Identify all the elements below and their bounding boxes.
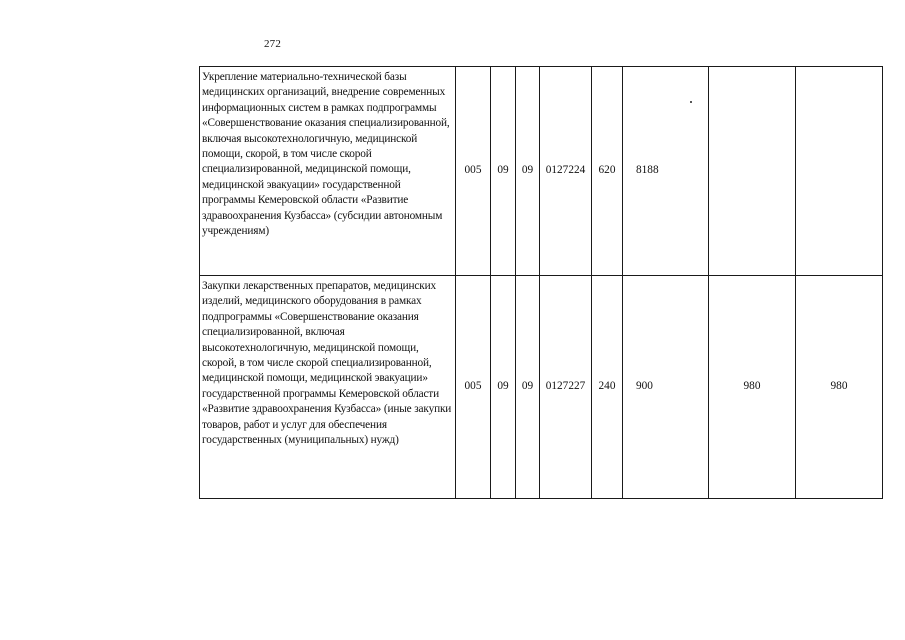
row-description: Укрепление материально-технической базы медицинских организаций, внедрение современных информационных систем в рамках подпрограммы «Совершенствование оказания специализированной, включая высокотехнологичную, медицинской помощи, скорой, в том числе скорой специализированной, медицинской помощи, медицинской эвакуации» государственной программы Кемеровской области «Развитие здравоохранения Кузбасса» (субсидии автономным учреждениям) <box>200 67 456 276</box>
ministry-code: 005 <box>456 276 491 499</box>
subsection-code: 09 <box>516 67 540 276</box>
page-number <box>0 38 905 50</box>
amount-year-3: 980 <box>796 276 883 499</box>
section-code: 09 <box>491 276 516 499</box>
amount-year-2: 980 <box>709 276 796 499</box>
expense-type-code: 620 <box>592 67 623 276</box>
budget-table <box>199 66 883 499</box>
amount-year-1: 8188 <box>623 67 709 276</box>
ministry-code: 005 <box>456 67 491 276</box>
subsection-code: 09 <box>516 276 540 499</box>
target-article-code: 0127224 <box>540 67 592 276</box>
table-row <box>200 276 883 499</box>
amount-year-2 <box>709 67 796 276</box>
section-code: 09 <box>491 67 516 276</box>
amount-year-1: 900 <box>623 276 709 499</box>
amount-year-3 <box>796 67 883 276</box>
table-row <box>200 67 883 276</box>
expense-type-code: 240 <box>592 276 623 499</box>
page-number-text: 272 <box>263 38 282 50</box>
row-description: Закупки лекарственных препаратов, медицинских изделий, медицинского оборудования в рамках подпрограммы «Совершенствование оказания специализированной, включая высокотехнологичную, медицинской помощи, скорой, в том числе скорой специализированной, медицинской помощи, медицинской эвакуации» государственной программы Кемеровской области «Развитие здравоохранения Кузбасса» (иные закупки товаров, работ и услуг для обеспечения государственных (муниципальных) нужд) <box>200 276 456 499</box>
target-article-code: 0127227 <box>540 276 592 499</box>
